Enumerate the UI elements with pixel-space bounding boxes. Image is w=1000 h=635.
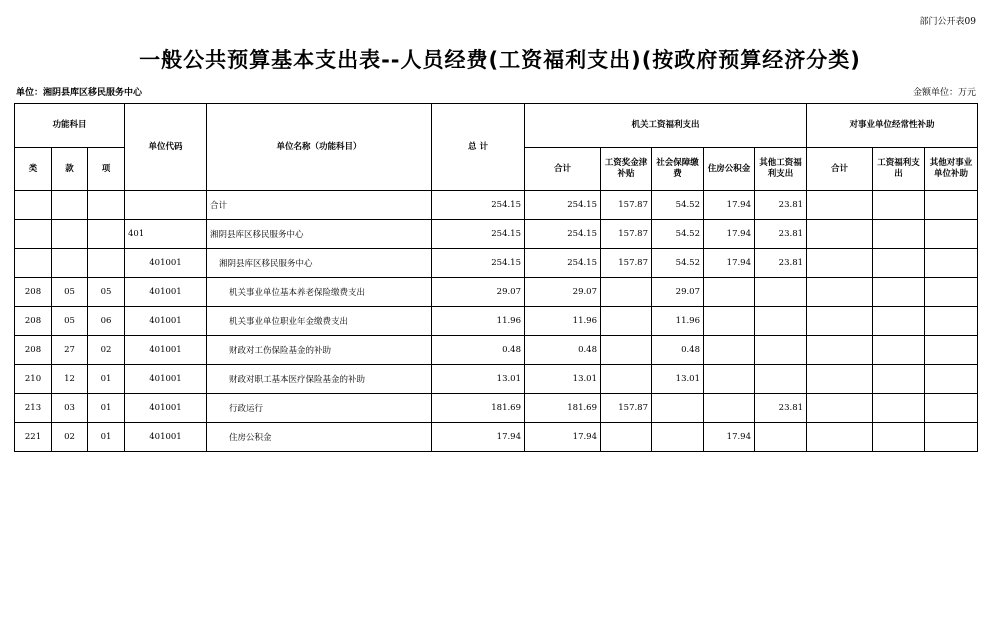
cell-xiang: 01 <box>88 423 125 452</box>
cell-lei: 213 <box>15 394 52 423</box>
cell-b-wage <box>873 220 925 249</box>
cell-code: 401001 <box>125 423 207 452</box>
cell-b-sum <box>807 365 873 394</box>
cell-lei <box>15 220 52 249</box>
cell-total: 0.48 <box>432 336 525 365</box>
cell-a-social: 54.52 <box>652 249 704 278</box>
cell-total: 254.15 <box>432 191 525 220</box>
cell-a-housing: 17.94 <box>704 249 755 278</box>
cell-a-housing <box>704 278 755 307</box>
cell-b-wage <box>873 191 925 220</box>
cell-kuan: 03 <box>52 394 88 423</box>
cell-kuan: 12 <box>52 365 88 394</box>
cell-name: 财政对职工基本医疗保险基金的补助 <box>207 365 432 394</box>
header-a-housing: 住房公积金 <box>704 148 755 191</box>
cell-a-sum: 181.69 <box>525 394 601 423</box>
cell-name: 财政对工伤保险基金的补助 <box>207 336 432 365</box>
cell-a-housing: 17.94 <box>704 423 755 452</box>
cell-lei: 208 <box>15 307 52 336</box>
cell-b-wage <box>873 249 925 278</box>
cell-b-sum <box>807 307 873 336</box>
cell-total: 181.69 <box>432 394 525 423</box>
cell-a-housing <box>704 336 755 365</box>
cell-a-other <box>755 307 807 336</box>
header-total: 总 计 <box>432 104 525 191</box>
cell-code <box>125 191 207 220</box>
cell-a-sum: 254.15 <box>525 220 601 249</box>
cell-a-housing: 17.94 <box>704 191 755 220</box>
cell-name: 湘阴县库区移民服务中心 <box>207 220 432 249</box>
cell-a-sum: 13.01 <box>525 365 601 394</box>
cell-a-housing <box>704 365 755 394</box>
cell-b-sum <box>807 249 873 278</box>
header-b-other: 其他对事业单位补助 <box>925 148 978 191</box>
cell-a-wage <box>601 336 652 365</box>
cell-a-sum: 254.15 <box>525 191 601 220</box>
table-row <box>15 394 978 423</box>
cell-total: 254.15 <box>432 249 525 278</box>
cell-a-wage: 157.87 <box>601 220 652 249</box>
cell-name: 湘阴县库区移民服务中心 <box>207 249 432 278</box>
cell-lei: 208 <box>15 336 52 365</box>
cell-code: 401001 <box>125 394 207 423</box>
cell-b-sum <box>807 336 873 365</box>
cell-b-other <box>925 336 978 365</box>
cell-total: 11.96 <box>432 307 525 336</box>
cell-xiang: 02 <box>88 336 125 365</box>
cell-a-other <box>755 365 807 394</box>
cell-a-sum: 11.96 <box>525 307 601 336</box>
table-row <box>15 249 978 278</box>
cell-code: 401001 <box>125 365 207 394</box>
cell-a-wage <box>601 278 652 307</box>
cell-a-social: 29.07 <box>652 278 704 307</box>
amount-unit-label: 金额单位：万元 <box>912 88 976 98</box>
header-kuan: 款 <box>52 148 88 191</box>
cell-xiang: 06 <box>88 307 125 336</box>
cell-b-sum <box>807 191 873 220</box>
cell-b-sum <box>807 278 873 307</box>
cell-a-wage <box>601 307 652 336</box>
cell-lei: 208 <box>15 278 52 307</box>
cell-name: 行政运行 <box>207 394 432 423</box>
cell-xiang <box>88 191 125 220</box>
cell-lei: 221 <box>15 423 52 452</box>
cell-b-wage <box>873 423 925 452</box>
cell-total: 13.01 <box>432 365 525 394</box>
table-row <box>15 307 978 336</box>
cell-a-social: 11.96 <box>652 307 704 336</box>
cell-a-sum: 0.48 <box>525 336 601 365</box>
cell-a-housing <box>704 394 755 423</box>
header-lei: 类 <box>15 148 52 191</box>
cell-a-social <box>652 394 704 423</box>
cell-code: 401001 <box>125 249 207 278</box>
header-a-wage: 工资奖金津补贴 <box>601 148 652 191</box>
cell-b-other <box>925 394 978 423</box>
cell-b-wage <box>873 336 925 365</box>
cell-a-housing <box>704 307 755 336</box>
cell-a-wage: 157.87 <box>601 249 652 278</box>
cell-a-wage: 157.87 <box>601 191 652 220</box>
cell-a-other <box>755 278 807 307</box>
expenditure-table <box>14 103 978 452</box>
cell-a-social: 13.01 <box>652 365 704 394</box>
cell-xiang <box>88 249 125 278</box>
cell-xiang: 01 <box>88 394 125 423</box>
cell-kuan: 05 <box>52 307 88 336</box>
cell-b-other <box>925 191 978 220</box>
header-a-social: 社会保障缴费 <box>652 148 704 191</box>
table-row <box>15 423 978 452</box>
cell-name: 机关事业单位基本养老保险缴费支出 <box>207 278 432 307</box>
header-a-other: 其他工资福利支出 <box>755 148 807 191</box>
cell-a-other <box>755 423 807 452</box>
header-xiang: 项 <box>88 148 125 191</box>
cell-lei <box>15 249 52 278</box>
cell-b-sum <box>807 220 873 249</box>
table-row <box>15 365 978 394</box>
cell-b-sum <box>807 394 873 423</box>
header-unit-code: 单位代码 <box>125 104 207 191</box>
cell-a-social: 54.52 <box>652 220 704 249</box>
cell-kuan: 27 <box>52 336 88 365</box>
cell-lei: 210 <box>15 365 52 394</box>
cell-kuan: 05 <box>52 278 88 307</box>
cell-a-other <box>755 336 807 365</box>
cell-a-other: 23.81 <box>755 191 807 220</box>
cell-xiang: 01 <box>88 365 125 394</box>
cell-kuan <box>52 220 88 249</box>
cell-b-wage <box>873 278 925 307</box>
table-row <box>15 191 978 220</box>
table-row <box>15 278 978 307</box>
cell-a-social <box>652 423 704 452</box>
cell-a-social: 54.52 <box>652 191 704 220</box>
page-title: 一般公共预算基本支出表--人员经费(工资福利支出)(按政府预算经济分类) <box>139 48 861 72</box>
cell-total: 29.07 <box>432 278 525 307</box>
cell-a-other: 23.81 <box>755 249 807 278</box>
unit-label: 单位：湘阴县库区移民服务中心 <box>16 88 143 98</box>
table-row <box>15 336 978 365</box>
cell-a-wage: 157.87 <box>601 394 652 423</box>
cell-code: 401001 <box>125 336 207 365</box>
cell-kuan <box>52 191 88 220</box>
table-row <box>15 220 978 249</box>
cell-name: 机关事业单位职业年金缴费支出 <box>207 307 432 336</box>
cell-b-sum <box>807 423 873 452</box>
header-b-sum: 合计 <box>807 148 873 191</box>
cell-b-other <box>925 423 978 452</box>
form-number: 部门公开表09 <box>919 17 976 27</box>
cell-kuan: 02 <box>52 423 88 452</box>
cell-b-other <box>925 307 978 336</box>
cell-total: 254.15 <box>432 220 525 249</box>
header-a-sum: 合计 <box>525 148 601 191</box>
cell-b-other <box>925 220 978 249</box>
header-subsidy-group: 对事业单位经常性补助 <box>807 104 978 148</box>
cell-b-wage <box>873 394 925 423</box>
cell-b-wage <box>873 307 925 336</box>
cell-b-other <box>925 278 978 307</box>
cell-b-wage <box>873 365 925 394</box>
cell-code: 401001 <box>125 307 207 336</box>
header-agency-group: 机关工资福利支出 <box>525 104 807 148</box>
header-unit-name: 单位名称（功能科目） <box>207 104 432 191</box>
cell-name: 住房公积金 <box>207 423 432 452</box>
cell-a-housing: 17.94 <box>704 220 755 249</box>
cell-code: 401001 <box>125 278 207 307</box>
cell-a-sum: 17.94 <box>525 423 601 452</box>
cell-b-other <box>925 365 978 394</box>
cell-a-other: 23.81 <box>755 220 807 249</box>
header-func-subject: 功能科目 <box>15 104 125 148</box>
cell-a-wage <box>601 423 652 452</box>
cell-name: 合计 <box>207 191 432 220</box>
cell-a-wage <box>601 365 652 394</box>
cell-kuan <box>52 249 88 278</box>
cell-b-other <box>925 249 978 278</box>
cell-a-social: 0.48 <box>652 336 704 365</box>
cell-xiang <box>88 220 125 249</box>
cell-a-sum: 29.07 <box>525 278 601 307</box>
header-b-wage: 工资福利支出 <box>873 148 925 191</box>
cell-xiang: 05 <box>88 278 125 307</box>
cell-a-sum: 254.15 <box>525 249 601 278</box>
cell-lei <box>15 191 52 220</box>
cell-a-other: 23.81 <box>755 394 807 423</box>
cell-total: 17.94 <box>432 423 525 452</box>
cell-code: 401 <box>125 220 207 249</box>
